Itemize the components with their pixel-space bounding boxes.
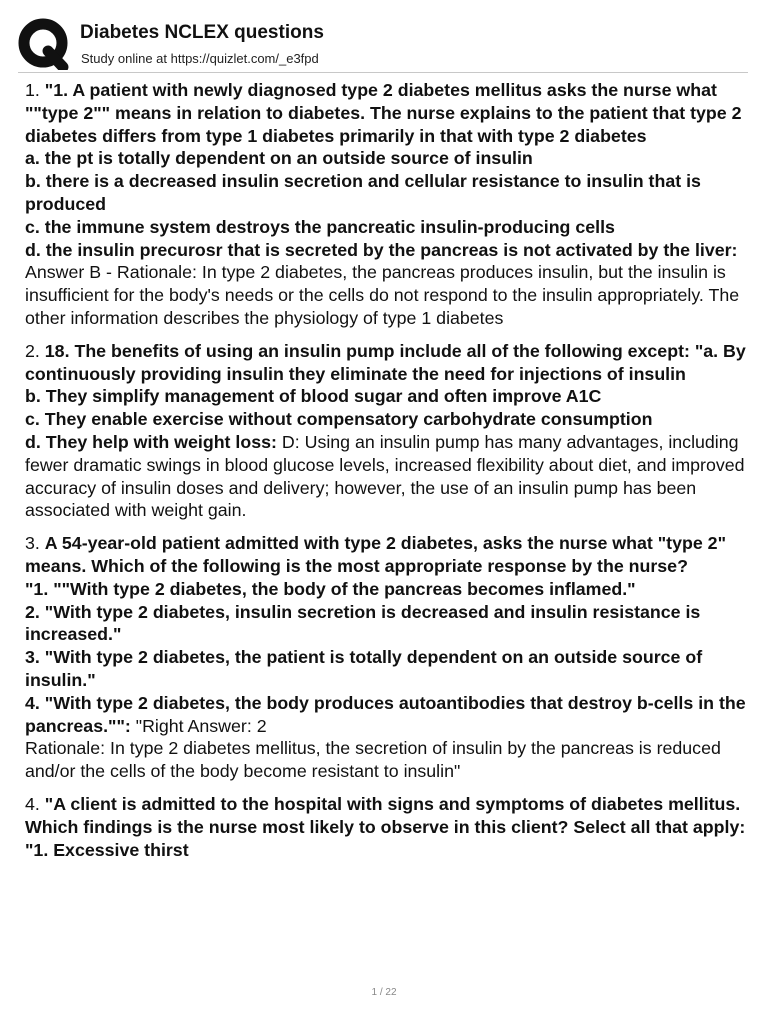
question-text: "1. A patient with newly diagnosed type 2 diabetes mellitus asks the nurse what ""type 2"" means in relation to diabetes. The nurse explains to the patient that type 2 diabetes differs from type 1 diabetes primarily in that with type 2 diabetes a. the pt is totally dependent on an outside source of insulin b. there is a decreased insulin secretion and cellular resistance to insulin that is produced c. the immune system destroys the pancreatic insulin-producing cells d. the insulin precurosr that is secreted by the pancreas is not activated by the liver:: [25, 80, 742, 260]
answer-text: D: Using an insulin pump has many advantages, including fewer dramatic swings in blood glucose levels, increased flexibility about diet, and improved accuracy of insulin doses and delivery; however, the use of an insulin pump has been associated with weight gain.: [25, 431, 745, 521]
question-text: A 54-year-old patient admitted with type 2 diabetes, asks the nurse what "type 2" means. Which of the following is the most appropriate response by the nurse? "1. ""With type 2 diabetes, the body of the pancreas becomes inflamed." 2. "With type 2 diabetes, insulin secretion is decreased and insulin resistance is increased." 3. "With type 2 diabetes, the patient is totally dependent on an outside source of insulin." 4. "With type 2 diabetes, the body produces autoantibodies that destroy b-cells in the pancreas."":: [25, 533, 746, 736]
quizlet-logo-icon: [18, 18, 70, 70]
question-item: [25, 340, 747, 522]
page-number: 1 / 22: [371, 987, 397, 998]
header-divider: [18, 72, 748, 73]
answer-text: Answer B - Rationale: In type 2 diabetes, the pancreas produces insulin, but the insulin is insufficient for the body's needs or the cells do not respond to the insulin appropriately. The other information describes the physiology of type 1 diabetes: [25, 262, 740, 328]
question-number: 1.: [25, 80, 40, 100]
question-number: 4.: [25, 793, 40, 814]
question-item: [25, 79, 747, 330]
question-number: 3.: [25, 533, 40, 554]
question-number: 2.: [25, 340, 40, 361]
question-list: [25, 79, 747, 871]
question-item: [25, 793, 747, 861]
question-text: 18. The benefits of using an insulin pump include all of the following except: "a. By continuously providing insulin they eliminate the need for injections of insulin b. They simplify management of blood sugar and often improve A1C c. They enable exercise without compensatory carbohydrate consumption d. They help with weight loss:: [25, 340, 746, 452]
study-link[interactable]: Study online at https://quizlet.com/_e3fpd: [81, 51, 319, 66]
question-text: "A client is admitted to the hospital with signs and symptoms of diabetes mellitus. Which findings is the nurse most likely to observe in this client? Select all that apply: "1. Excessive thirst: [25, 793, 746, 860]
question-item: [25, 532, 747, 783]
answer-text: "Right Answer: 2 Rationale: In type 2 diabetes mellitus, the secretion of insulin by the pancreas is reduced and/or the cells of the body become resistant to insulin": [25, 715, 721, 782]
page-title: Diabetes NCLEX questions: [80, 22, 324, 43]
header: [18, 16, 758, 72]
